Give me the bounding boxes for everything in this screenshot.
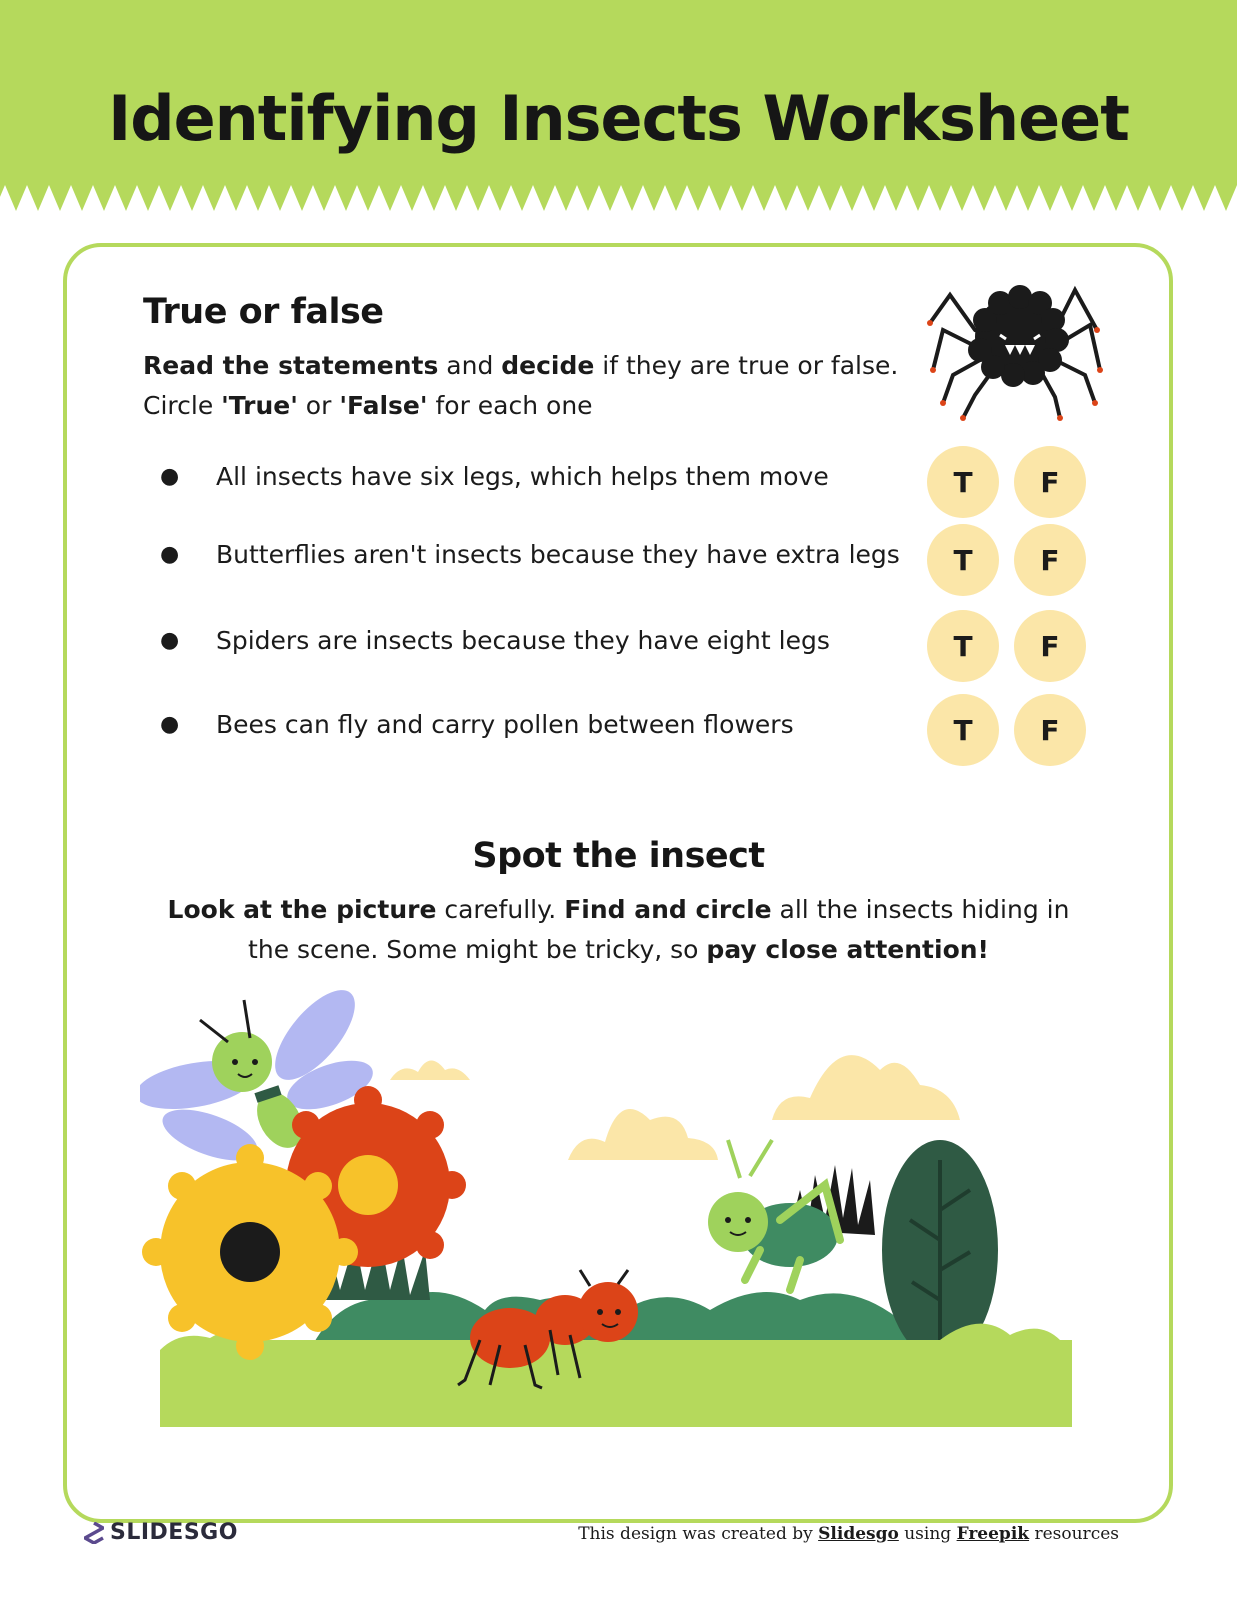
false-circle[interactable]: F	[1014, 524, 1086, 596]
true-circle[interactable]: T	[927, 610, 999, 682]
true-false-instructions	[143, 346, 903, 426]
spot-insect-heading: Spot the insect	[472, 836, 765, 876]
instr-bold-text: pay close attention!	[706, 935, 989, 964]
bullet-point: ●	[160, 542, 180, 567]
true-circle[interactable]: T	[927, 694, 999, 766]
freepik-link[interactable]: Freepik	[956, 1524, 1030, 1544]
grasshopper-icon	[708, 1140, 840, 1290]
insect-scene-illustration	[140, 990, 1080, 1435]
credit-part: using	[898, 1524, 957, 1544]
bullet-point: ●	[160, 628, 180, 653]
instr-text: carefully.	[436, 895, 565, 924]
statement-text: Spiders are insects because they have eight legs	[216, 626, 830, 655]
statement-text: Bees can fly and carry pollen between flowers	[216, 710, 794, 739]
instr-text: for each one	[427, 391, 593, 420]
true-false-heading: True or false	[143, 292, 384, 332]
true-circle[interactable]: T	[927, 524, 999, 596]
credit-part: This design was created by	[578, 1524, 819, 1544]
instr-bold-text: Look at the picture	[167, 895, 437, 924]
slidesgo-link[interactable]: Slidesgo	[818, 1524, 899, 1544]
credit-text	[578, 1524, 1119, 1544]
bullet-point: ●	[160, 464, 180, 489]
slidesgo-logo[interactable]	[84, 1520, 238, 1545]
slidesgo-logo-icon	[84, 1522, 104, 1544]
logo-text: SLIDESGO	[110, 1520, 238, 1545]
header-banner	[0, 0, 1237, 212]
spot-insect-instructions	[150, 890, 1087, 970]
sunflower-icon	[142, 1144, 358, 1360]
page-title: Identifying Insects Worksheet	[108, 82, 1129, 155]
instr-text: if they are true or false. Circle	[143, 351, 899, 420]
instr-bold-text: 'True'	[221, 391, 298, 420]
instr-text: all the insects hiding in the scene. Some might be tricky, so	[248, 895, 1070, 964]
bullet-point: ●	[160, 712, 180, 737]
statement-text: All insects have six legs, which helps them move	[216, 462, 829, 491]
instr-bold-text: Read the statements	[143, 351, 439, 380]
instr-bold-text: Find and circle	[564, 895, 772, 924]
statement-text: Butterflies aren't insects because they have extra legs	[216, 540, 900, 569]
true-circle[interactable]: T	[927, 446, 999, 518]
instr-text: or	[297, 391, 340, 420]
instr-bold-text: 'False'	[339, 391, 428, 420]
credit-part: resources	[1029, 1524, 1119, 1544]
instr-bold-text: decide	[501, 351, 595, 380]
false-circle[interactable]: F	[1014, 610, 1086, 682]
instr-text: and	[438, 351, 502, 380]
cloud-icon	[390, 1055, 960, 1160]
false-circle[interactable]: F	[1014, 694, 1086, 766]
false-circle[interactable]: F	[1014, 446, 1086, 518]
spider-icon	[925, 275, 1115, 425]
